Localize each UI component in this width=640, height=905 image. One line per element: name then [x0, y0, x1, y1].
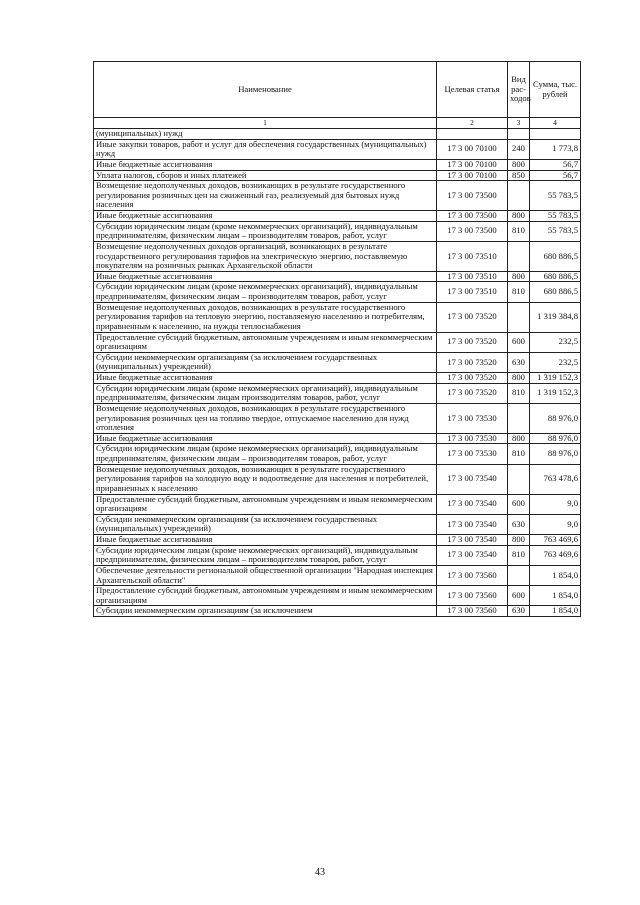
row-expense-type-cell: 600 — [508, 586, 530, 606]
table-row — [94, 170, 581, 181]
table-row — [94, 383, 581, 403]
row-expense-type-cell: 850 — [508, 170, 530, 181]
row-expense-type-cell — [508, 565, 530, 585]
table-row — [94, 211, 581, 222]
row-sum-cell: 232,5 — [530, 332, 581, 352]
row-sum-cell: 680 886,5 — [530, 282, 581, 302]
row-name-cell: Возмещение недополученных доходов организаций, возникающих в результате государственного регулирования тарифов на электрическую энергию, поставляемую покупателям на розничных рынках Архангельской области — [94, 241, 437, 271]
row-sum-cell: 1 773,8 — [530, 139, 581, 159]
row-name-cell: Субсидии некоммерческим организациям (за исключением государственных (муниципальных) учреждений) — [94, 352, 437, 372]
row-target-article-cell: 17 3 00 73500 — [437, 211, 508, 222]
row-target-article-cell: 17 3 00 73560 — [437, 586, 508, 606]
row-name-cell: Уплата налогов, сборов и иных платежей — [94, 170, 437, 181]
row-sum-cell: 55 783,5 — [530, 221, 581, 241]
column-number: 3 — [508, 118, 530, 129]
row-name-cell: Иные закупки товаров, работ и услуг для обеспечения государственных (муниципальных) нужд — [94, 139, 437, 159]
row-name-cell: Возмещение недополученных доходов, возникающих в результате государственного регулирования тарифов на тепловую энергию, поставляемую населению и потребителям, приравненным к населению, на нужды теплоснабжения — [94, 302, 437, 332]
row-sum-cell: 1 854,0 — [530, 606, 581, 617]
row-target-article-cell: 17 3 00 73520 — [437, 332, 508, 352]
table-row — [94, 221, 581, 241]
row-sum-cell: 88 976,0 — [530, 444, 581, 464]
row-expense-type-cell: 630 — [508, 352, 530, 372]
row-expense-type-cell: 630 — [508, 514, 530, 534]
table-row — [94, 535, 581, 546]
row-expense-type-cell: 600 — [508, 332, 530, 352]
row-target-article-cell: 17 3 00 73530 — [437, 433, 508, 444]
row-target-article-cell: 17 3 00 73520 — [437, 302, 508, 332]
row-expense-type-cell: 600 — [508, 494, 530, 514]
row-target-article-cell — [437, 129, 508, 140]
row-sum-cell: 56,7 — [530, 170, 581, 181]
row-expense-type-cell: 800 — [508, 373, 530, 384]
row-target-article-cell: 17 3 00 70100 — [437, 139, 508, 159]
row-sum-cell: 9,0 — [530, 514, 581, 534]
row-target-article-cell: 17 3 00 73540 — [437, 494, 508, 514]
row-name-cell: Иные бюджетные ассигнования — [94, 271, 437, 282]
row-name-cell: Возмещение недополученных доходов, возникающих в результате государственного регулирования тарифов на холодную воду и водоотведение для населения и потребителей, приравненных к населению — [94, 464, 437, 494]
table-row — [94, 159, 581, 170]
row-name-cell: Возмещение недополученных доходов, возникающих в результате государственного регулирования розничных цен на сжиженный газ, реализуемый для бытовых нужд населения — [94, 181, 437, 211]
row-sum-cell: 55 783,5 — [530, 181, 581, 211]
row-sum-cell: 1 319 384,8 — [530, 302, 581, 332]
row-sum-cell: 56,7 — [530, 159, 581, 170]
row-sum-cell: 680 886,5 — [530, 241, 581, 271]
row-target-article-cell: 17 3 00 73520 — [437, 352, 508, 372]
row-sum-cell — [530, 129, 581, 140]
row-sum-cell: 1 319 152,3 — [530, 383, 581, 403]
row-sum-cell: 763 478,6 — [530, 464, 581, 494]
row-sum-cell: 763 469,6 — [530, 545, 581, 565]
row-sum-cell: 9,0 — [530, 494, 581, 514]
row-expense-type-cell: 630 — [508, 606, 530, 617]
table-row — [94, 129, 581, 140]
table-row — [94, 139, 581, 159]
header-expense-type: Вид рас-ходов — [508, 62, 530, 118]
row-sum-cell: 763 469,6 — [530, 535, 581, 546]
header-name: Наименование — [94, 62, 437, 118]
row-name-cell: Иные бюджетные ассигнования — [94, 433, 437, 444]
row-target-article-cell: 17 3 00 73520 — [437, 383, 508, 403]
table-header-row — [94, 62, 581, 118]
row-expense-type-cell: 800 — [508, 535, 530, 546]
row-expense-type-cell — [508, 464, 530, 494]
table-row — [94, 586, 581, 606]
row-expense-type-cell — [508, 241, 530, 271]
row-target-article-cell: 17 3 00 73500 — [437, 181, 508, 211]
table-row — [94, 282, 581, 302]
row-sum-cell: 88 976,0 — [530, 403, 581, 433]
row-expense-type-cell: 800 — [508, 433, 530, 444]
table-row — [94, 565, 581, 585]
row-name-cell: Субсидии некоммерческим организациям (за исключением государственных (муниципальных) учреждений) — [94, 514, 437, 534]
row-name-cell: Возмещение недополученных доходов, возникающих в результате государственного регулирования розничных цен на топливо твердое, отпускаемое населению для нужд отопления — [94, 403, 437, 433]
row-sum-cell: 680 886,5 — [530, 271, 581, 282]
table-row — [94, 403, 581, 433]
row-expense-type-cell — [508, 129, 530, 140]
header-sum: Сумма, тыс. рублей — [530, 62, 581, 118]
row-target-article-cell: 17 3 00 73540 — [437, 535, 508, 546]
row-expense-type-cell: 800 — [508, 211, 530, 222]
row-target-article-cell: 17 3 00 73510 — [437, 271, 508, 282]
table-row — [94, 302, 581, 332]
row-target-article-cell: 17 3 00 73540 — [437, 545, 508, 565]
row-name-cell: Предоставление субсидий бюджетным, автономным учреждениям и иным некоммерческим организациям — [94, 494, 437, 514]
table-row — [94, 606, 581, 617]
row-expense-type-cell: 810 — [508, 282, 530, 302]
table-row — [94, 444, 581, 464]
row-expense-type-cell: 810 — [508, 383, 530, 403]
row-name-cell: Обеспечение деятельности региональной общественной организации "Народная инспекция Архангельской области" — [94, 565, 437, 585]
row-target-article-cell: 17 3 00 73510 — [437, 241, 508, 271]
row-expense-type-cell: 810 — [508, 545, 530, 565]
budget-table — [93, 61, 581, 617]
row-target-article-cell: 17 3 00 73520 — [437, 373, 508, 384]
row-name-cell: Предоставление субсидий бюджетным, автономным учреждениям и иным некоммерческим организациям — [94, 586, 437, 606]
table-row — [94, 352, 581, 372]
table-row — [94, 514, 581, 534]
table-row — [94, 181, 581, 211]
row-name-cell: Иные бюджетные ассигнования — [94, 373, 437, 384]
row-target-article-cell: 17 3 00 73540 — [437, 464, 508, 494]
row-name-cell: Субсидии юридическим лицам (кроме некоммерческих организаций), индивидуальным предпринимателям, физическим лицам – производителям товаров, работ, услуг — [94, 282, 437, 302]
table-row — [94, 494, 581, 514]
row-target-article-cell: 17 3 00 73510 — [437, 282, 508, 302]
row-target-article-cell: 17 3 00 70100 — [437, 170, 508, 181]
row-expense-type-cell — [508, 181, 530, 211]
table-row — [94, 433, 581, 444]
row-sum-cell: 1 854,0 — [530, 565, 581, 585]
row-target-article-cell: 17 3 00 73530 — [437, 403, 508, 433]
table-row — [94, 545, 581, 565]
row-sum-cell: 1 854,0 — [530, 586, 581, 606]
row-expense-type-cell — [508, 403, 530, 433]
table-row — [94, 332, 581, 352]
row-target-article-cell: 17 3 00 73500 — [437, 221, 508, 241]
row-expense-type-cell: 810 — [508, 444, 530, 464]
row-name-cell: Субсидии юридическим лицам (кроме некоммерческих организаций), индивидуальным предпринимателям, физическим лицам – производителям товаров, работ, услуг — [94, 221, 437, 241]
row-expense-type-cell — [508, 302, 530, 332]
row-name-cell: Субсидии некоммерческим организациям (за исключением — [94, 606, 437, 617]
row-expense-type-cell: 800 — [508, 271, 530, 282]
row-name-cell: Иные бюджетные ассигнования — [94, 159, 437, 170]
row-expense-type-cell: 810 — [508, 221, 530, 241]
table-row — [94, 241, 581, 271]
row-sum-cell: 232,5 — [530, 352, 581, 372]
row-target-article-cell: 17 3 00 73530 — [437, 444, 508, 464]
table-row — [94, 271, 581, 282]
row-expense-type-cell: 800 — [508, 159, 530, 170]
row-sum-cell: 88 976,0 — [530, 433, 581, 444]
row-name-cell: Субсидии юридическим лицам (кроме некоммерческих организаций), индивидуальным предпринимателям, физическим лицам – производителям товаров, работ, услуг — [94, 444, 437, 464]
column-number: 1 — [94, 118, 437, 129]
row-expense-type-cell: 240 — [508, 139, 530, 159]
row-name-cell: Иные бюджетные ассигнования — [94, 211, 437, 222]
row-name-cell: Иные бюджетные ассигнования — [94, 535, 437, 546]
row-target-article-cell: 17 3 00 73560 — [437, 606, 508, 617]
row-target-article-cell: 17 3 00 73560 — [437, 565, 508, 585]
column-number-row — [94, 118, 581, 129]
row-target-article-cell: 17 3 00 73540 — [437, 514, 508, 534]
row-name-cell: Предоставление субсидий бюджетным, автономным учреждениям и иным некоммерческим организациям — [94, 332, 437, 352]
table-body — [94, 129, 581, 617]
column-number: 2 — [437, 118, 508, 129]
header-target-article: Целевая статья — [437, 62, 508, 118]
row-name-cell: Субсидии юридическим лицам (кроме некоммерческих организаций), индивидуальным предпринимателям, физическим лицам производителям товаров, работ, услуг — [94, 383, 437, 403]
row-name-cell: (муниципальных) нужд — [94, 129, 437, 140]
row-sum-cell: 55 783,5 — [530, 211, 581, 222]
page-number: 43 — [315, 867, 325, 878]
table-row — [94, 464, 581, 494]
row-sum-cell: 1 319 152,3 — [530, 373, 581, 384]
table-row — [94, 373, 581, 384]
row-target-article-cell: 17 3 00 70100 — [437, 159, 508, 170]
column-number: 4 — [530, 118, 581, 129]
row-name-cell: Субсидии юридическим лицам (кроме некоммерческих организаций), индивидуальным предпринимателям, физическим лицам – производителям товаров, работ, услуг — [94, 545, 437, 565]
